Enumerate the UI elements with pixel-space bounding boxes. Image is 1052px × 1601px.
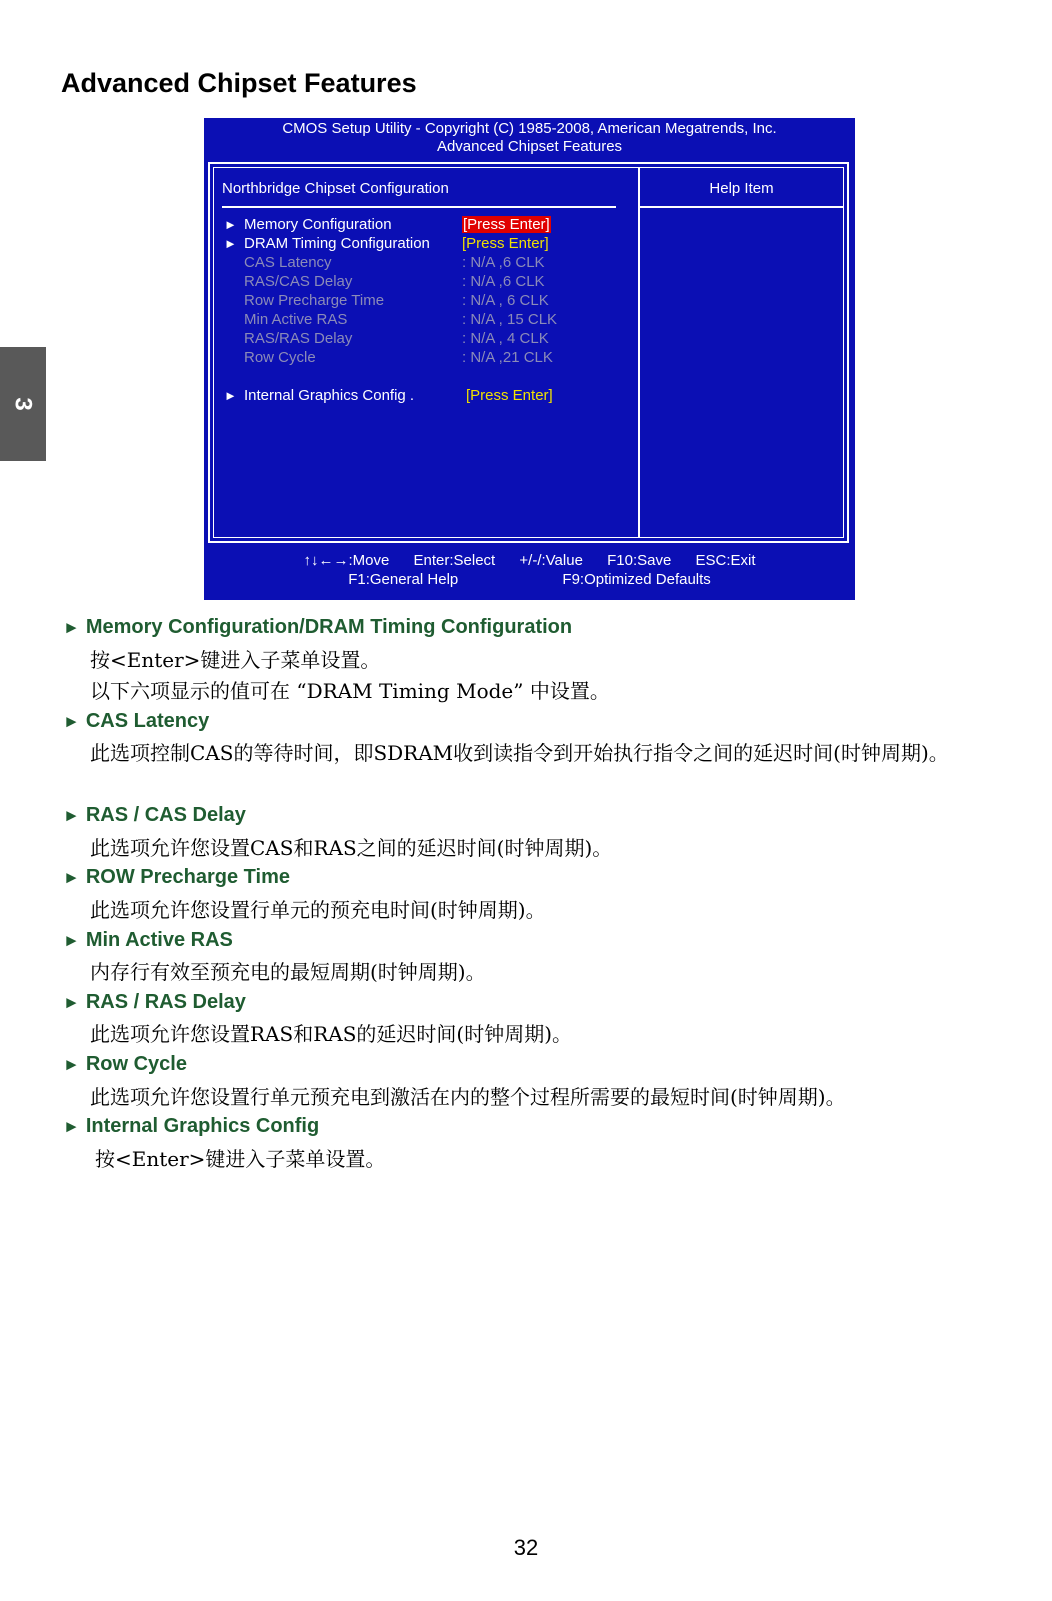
item-description (90, 738, 970, 769)
bios-key-legend (204, 552, 855, 569)
key-select: Enter:Select (413, 552, 496, 569)
item-heading (63, 1053, 187, 1076)
setting-value: : N/A ,21 CLK (462, 349, 553, 366)
item-heading (63, 1115, 319, 1138)
setting-label: Min Active RAS (244, 311, 348, 328)
key-move: ↑↓←→:Move (303, 552, 390, 569)
item-heading-text: Row Cycle (85, 1053, 187, 1075)
menu-item-label: Internal Graphics Config . (244, 387, 415, 404)
chapter-number: 3 (9, 397, 37, 411)
item-heading (63, 929, 233, 952)
item-description (90, 1019, 970, 1050)
item-description (95, 1144, 975, 1175)
submenu-arrow-icon: ► (224, 236, 237, 251)
item-heading (63, 866, 290, 889)
bios-header (204, 120, 855, 156)
bios-copyright: CMOS Setup Utility - Copyright (C) 1985-2008, American Megatrends, Inc. (282, 120, 777, 137)
description-line: 此选项允许您设置RAS和RAS的延迟时间(时钟周期)。 (90, 1022, 573, 1046)
menu-item-label: Memory Configuration (244, 216, 392, 233)
bullet-triangle-icon: ► (63, 1055, 80, 1074)
bios-screen-title: Advanced Chipset Features (436, 138, 623, 155)
key-optimized-defaults: F9:Optimized Defaults (562, 571, 711, 588)
description-line: 内存行有效至预充电的最短周期(时钟周期)。 (90, 960, 486, 984)
description-line: 此选项控制CAS的等待时间，即SDRAM收到读指令到开始执行指令之间的延迟时间(时钟周期)。 (90, 741, 949, 765)
item-heading (63, 616, 572, 639)
bullet-triangle-icon: ► (63, 806, 80, 825)
key-value: +/-/:Value (519, 552, 583, 569)
panel-divider (638, 168, 640, 537)
key-general-help: F1:General Help (348, 571, 459, 588)
bios-screen (204, 118, 855, 600)
bullet-triangle-icon: ► (63, 993, 80, 1012)
help-rule (640, 206, 843, 208)
key-save: F10:Save (607, 552, 672, 569)
submenu-arrow-icon: ► (224, 217, 237, 232)
bullet-triangle-icon: ► (63, 931, 80, 950)
menu-item-internal-graphics[interactable] (224, 386, 553, 405)
bullet-triangle-icon: ► (63, 712, 80, 731)
bios-key-legend-2 (204, 571, 855, 588)
key-exit: ESC:Exit (695, 552, 756, 569)
item-description (90, 1082, 970, 1113)
help-panel-title: Help Item (709, 180, 774, 197)
section-title: Northbridge Chipset Configuration (222, 180, 449, 197)
item-heading-text: Memory Configuration/DRAM Timing Configuration (85, 616, 573, 638)
item-description (90, 833, 970, 864)
setting-value: : N/A ,6 CLK (462, 273, 545, 290)
bios-inner-frame (213, 167, 844, 538)
description-line: 按<Enter>键进入子菜单设置。 (90, 648, 381, 672)
section-rule (222, 206, 616, 208)
setting-value: : N/A , 4 CLK (462, 330, 549, 347)
setting-label: CAS Latency (244, 254, 332, 271)
bios-frame (208, 162, 849, 543)
bullet-triangle-icon: ► (63, 618, 80, 637)
description-line: 以下六项显示的值可在 “DRAM Timing Mode” 中设置。 (90, 679, 610, 703)
item-description (90, 895, 970, 926)
item-heading-text: Internal Graphics Config (85, 1115, 320, 1137)
setting-label: Row Precharge Time (244, 292, 385, 309)
chapter-tab (0, 347, 46, 461)
description-line: 此选项允许您设置CAS和RAS之间的延迟时间(时钟周期)。 (90, 836, 613, 860)
item-description (90, 645, 970, 707)
item-heading (63, 804, 246, 827)
setting-value: : N/A , 6 CLK (462, 292, 549, 309)
item-heading-text: RAS / CAS Delay (85, 804, 246, 826)
bullet-triangle-icon: ► (63, 1117, 80, 1136)
menu-item-dram-timing[interactable] (224, 234, 549, 253)
description-line: 此选项允许您设置行单元的预充电时间(时钟周期)。 (90, 898, 546, 922)
item-heading-text: ROW Precharge Time (85, 866, 290, 888)
item-heading-text: RAS / RAS Delay (85, 991, 246, 1013)
description-line: 按<Enter>键进入子菜单设置。 (95, 1147, 386, 1171)
item-heading-text: Min Active RAS (85, 929, 233, 951)
item-heading (63, 710, 209, 733)
setting-label: Row Cycle (244, 349, 316, 366)
bullet-triangle-icon: ► (63, 868, 80, 887)
setting-value: : N/A , 15 CLK (462, 311, 558, 328)
item-description (90, 957, 970, 988)
submenu-arrow-icon: ► (224, 388, 237, 403)
item-heading (63, 991, 246, 1014)
item-heading-text: CAS Latency (85, 710, 210, 732)
press-enter[interactable]: [Press Enter] (462, 235, 549, 252)
page-title: Advanced Chipset Features (61, 68, 417, 98)
press-enter-selected[interactable]: [Press Enter] (463, 216, 550, 233)
page-number: 32 (513, 1535, 539, 1560)
menu-item-label: DRAM Timing Configuration (244, 235, 430, 252)
press-enter[interactable]: [Press Enter] (466, 387, 553, 404)
setting-label: RAS/RAS Delay (244, 330, 353, 347)
setting-value: : N/A ,6 CLK (462, 254, 545, 271)
description-line: 此选项允许您设置行单元预充电到激活在内的整个过程所需要的最短时间(时钟周期)。 (90, 1085, 846, 1109)
setting-label: RAS/CAS Delay (244, 273, 353, 290)
menu-item-memory-configuration[interactable] (224, 215, 550, 234)
